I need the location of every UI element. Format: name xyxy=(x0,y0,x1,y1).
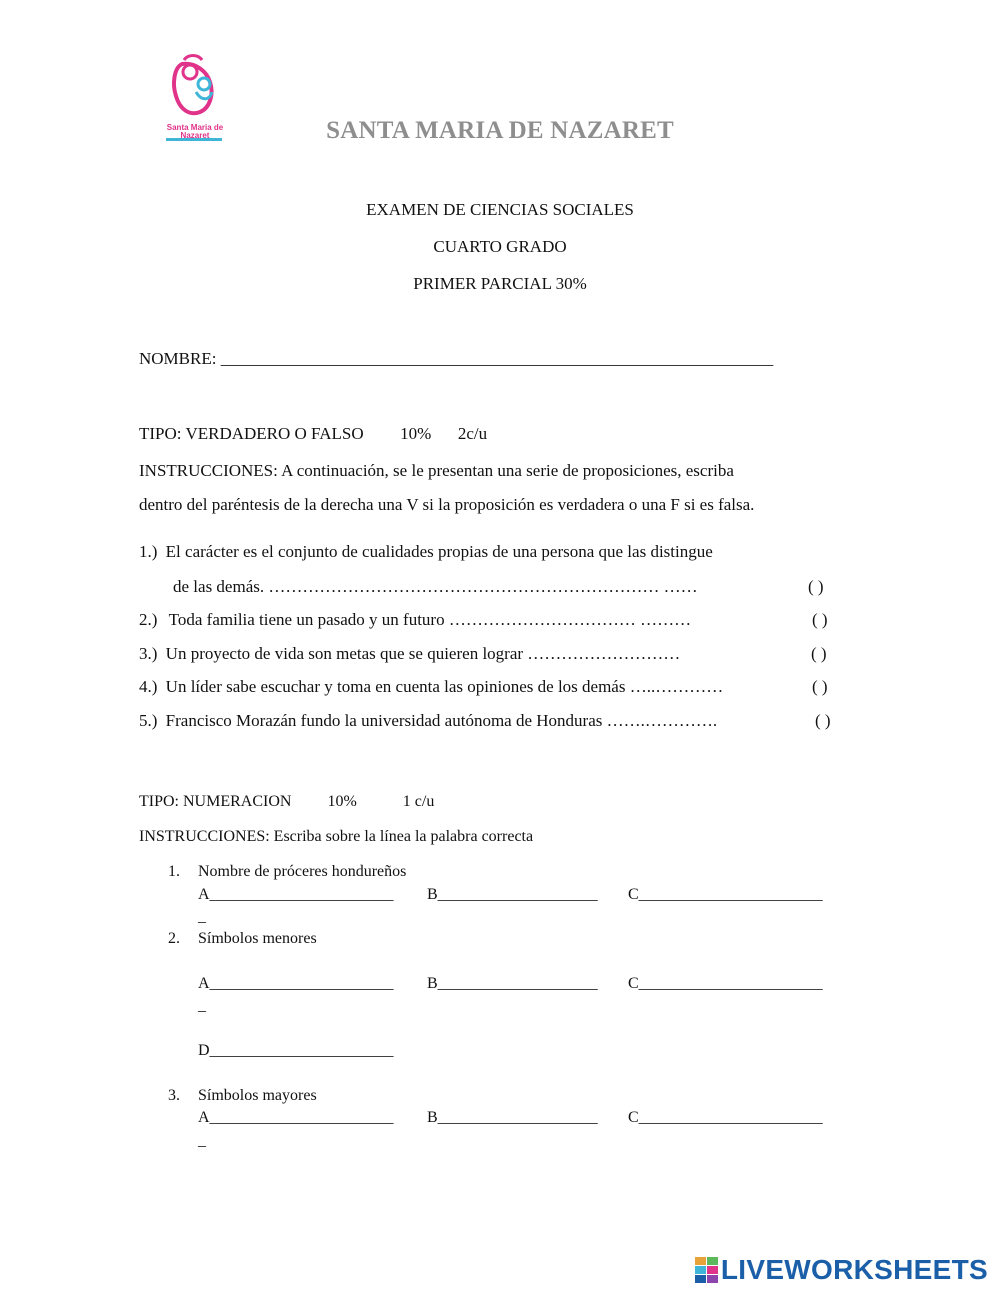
section2-points: 1 c/u xyxy=(402,793,435,810)
answer-line-b[interactable]: B____________________ xyxy=(427,975,598,992)
answer-line-c[interactable]: C_______________________ xyxy=(628,886,823,903)
answer-line-a[interactable]: A_______________________ xyxy=(198,1109,394,1126)
answer-line-c[interactable]: C_______________________ xyxy=(628,1109,823,1126)
section1-type-label: TIPO: VERDADERO O FALSO xyxy=(139,424,364,443)
name-input-line[interactable]: _________________________________________________________________ xyxy=(220,349,774,368)
exam-title: EXAMEN DE CIENCIAS SOCIALES xyxy=(366,200,634,219)
question-number: 3. xyxy=(168,1087,180,1104)
liveworksheets-brand[interactable] xyxy=(695,1252,988,1288)
line-wrap: _ xyxy=(198,908,206,925)
question-title: Símbolos menores xyxy=(198,930,317,947)
section2-instructions: INSTRUCCIONES: Escriba sobre la línea la palabra correcta xyxy=(139,828,534,845)
exam-partial: PRIMER PARCIAL 30% xyxy=(413,274,587,293)
item-text: Francisco Morazán fundo la universidad autónoma de Honduras …….…………. xyxy=(165,711,718,730)
section2-type-label: TIPO: NUMERACION xyxy=(139,793,292,810)
item-text-continued: de las demás. …………………………………………………………… …… xyxy=(173,577,698,596)
true-false-item xyxy=(139,711,717,731)
question-title: Nombre de próceres hondureños xyxy=(198,863,407,880)
answer-paren-2[interactable]: ( ) xyxy=(812,610,828,629)
item-number: 1.) xyxy=(139,542,158,561)
name-field xyxy=(139,349,773,369)
liveworksheets-text: LIVEWORKSHEETS xyxy=(720,1254,988,1285)
section1-points: 2c/u xyxy=(457,424,488,443)
section2-percent: 10% xyxy=(327,793,357,810)
item-number: 2.) xyxy=(139,610,158,629)
true-false-item xyxy=(139,542,713,562)
answer-paren-5[interactable]: ( ) xyxy=(815,711,831,730)
section1-instructions-line1: INSTRUCCIONES: A continuación, se le presentan una serie de proposiciones, escriba xyxy=(139,461,734,480)
answer-paren-3[interactable]: ( ) xyxy=(811,644,827,663)
item-text: Toda familia tiene un pasado y un futuro …………………………… ……… xyxy=(168,610,692,629)
exam-grade: CUARTO GRADO xyxy=(433,237,567,256)
answer-paren-4[interactable]: ( ) xyxy=(812,677,828,696)
logo-text: Santa Maria de Nazaret xyxy=(166,123,224,140)
question-number: 1. xyxy=(168,863,180,880)
answer-line-b[interactable]: B____________________ xyxy=(427,886,598,903)
item-text: Un líder sabe escuchar y toma en cuenta las opiniones de los demás …..………… xyxy=(165,677,724,696)
section1-percent: 10% xyxy=(400,424,432,443)
answer-line-a[interactable]: A_______________________ xyxy=(198,975,394,992)
school-name: SANTA MARIA DE NAZARET xyxy=(326,117,674,144)
section1-instructions-line2: dentro del paréntesis de la derecha una V si la proposición es verdadera o una F si es falsa. xyxy=(139,495,755,514)
liveworksheets-icon xyxy=(695,1257,719,1283)
line-wrap: _ xyxy=(198,997,206,1014)
section1-type xyxy=(139,424,487,444)
item-number: 3.) xyxy=(139,644,158,663)
true-false-item xyxy=(139,610,691,630)
true-false-item xyxy=(139,677,723,697)
answer-line-d[interactable]: D_______________________ xyxy=(198,1042,394,1059)
answer-line-c[interactable]: C_______________________ xyxy=(628,975,823,992)
answer-line-a[interactable]: A_______________________ xyxy=(198,886,394,903)
name-label: NOMBRE: xyxy=(139,349,217,368)
true-false-item xyxy=(139,644,680,664)
item-number: 5.) xyxy=(139,711,158,730)
line-wrap: _ xyxy=(198,1132,206,1149)
item-text: El carácter es el conjunto de cualidades propias de una persona que las distingue xyxy=(165,542,713,561)
item-text: Un proyecto de vida son metas que se quieren lograr ……………………… xyxy=(165,644,681,663)
answer-paren-1[interactable]: ( ) xyxy=(808,577,824,596)
answer-line-b[interactable]: B____________________ xyxy=(427,1109,598,1126)
question-number: 2. xyxy=(168,930,180,947)
question-title: Símbolos mayores xyxy=(198,1087,317,1104)
section2-type xyxy=(139,793,434,811)
item-number: 4.) xyxy=(139,677,158,696)
